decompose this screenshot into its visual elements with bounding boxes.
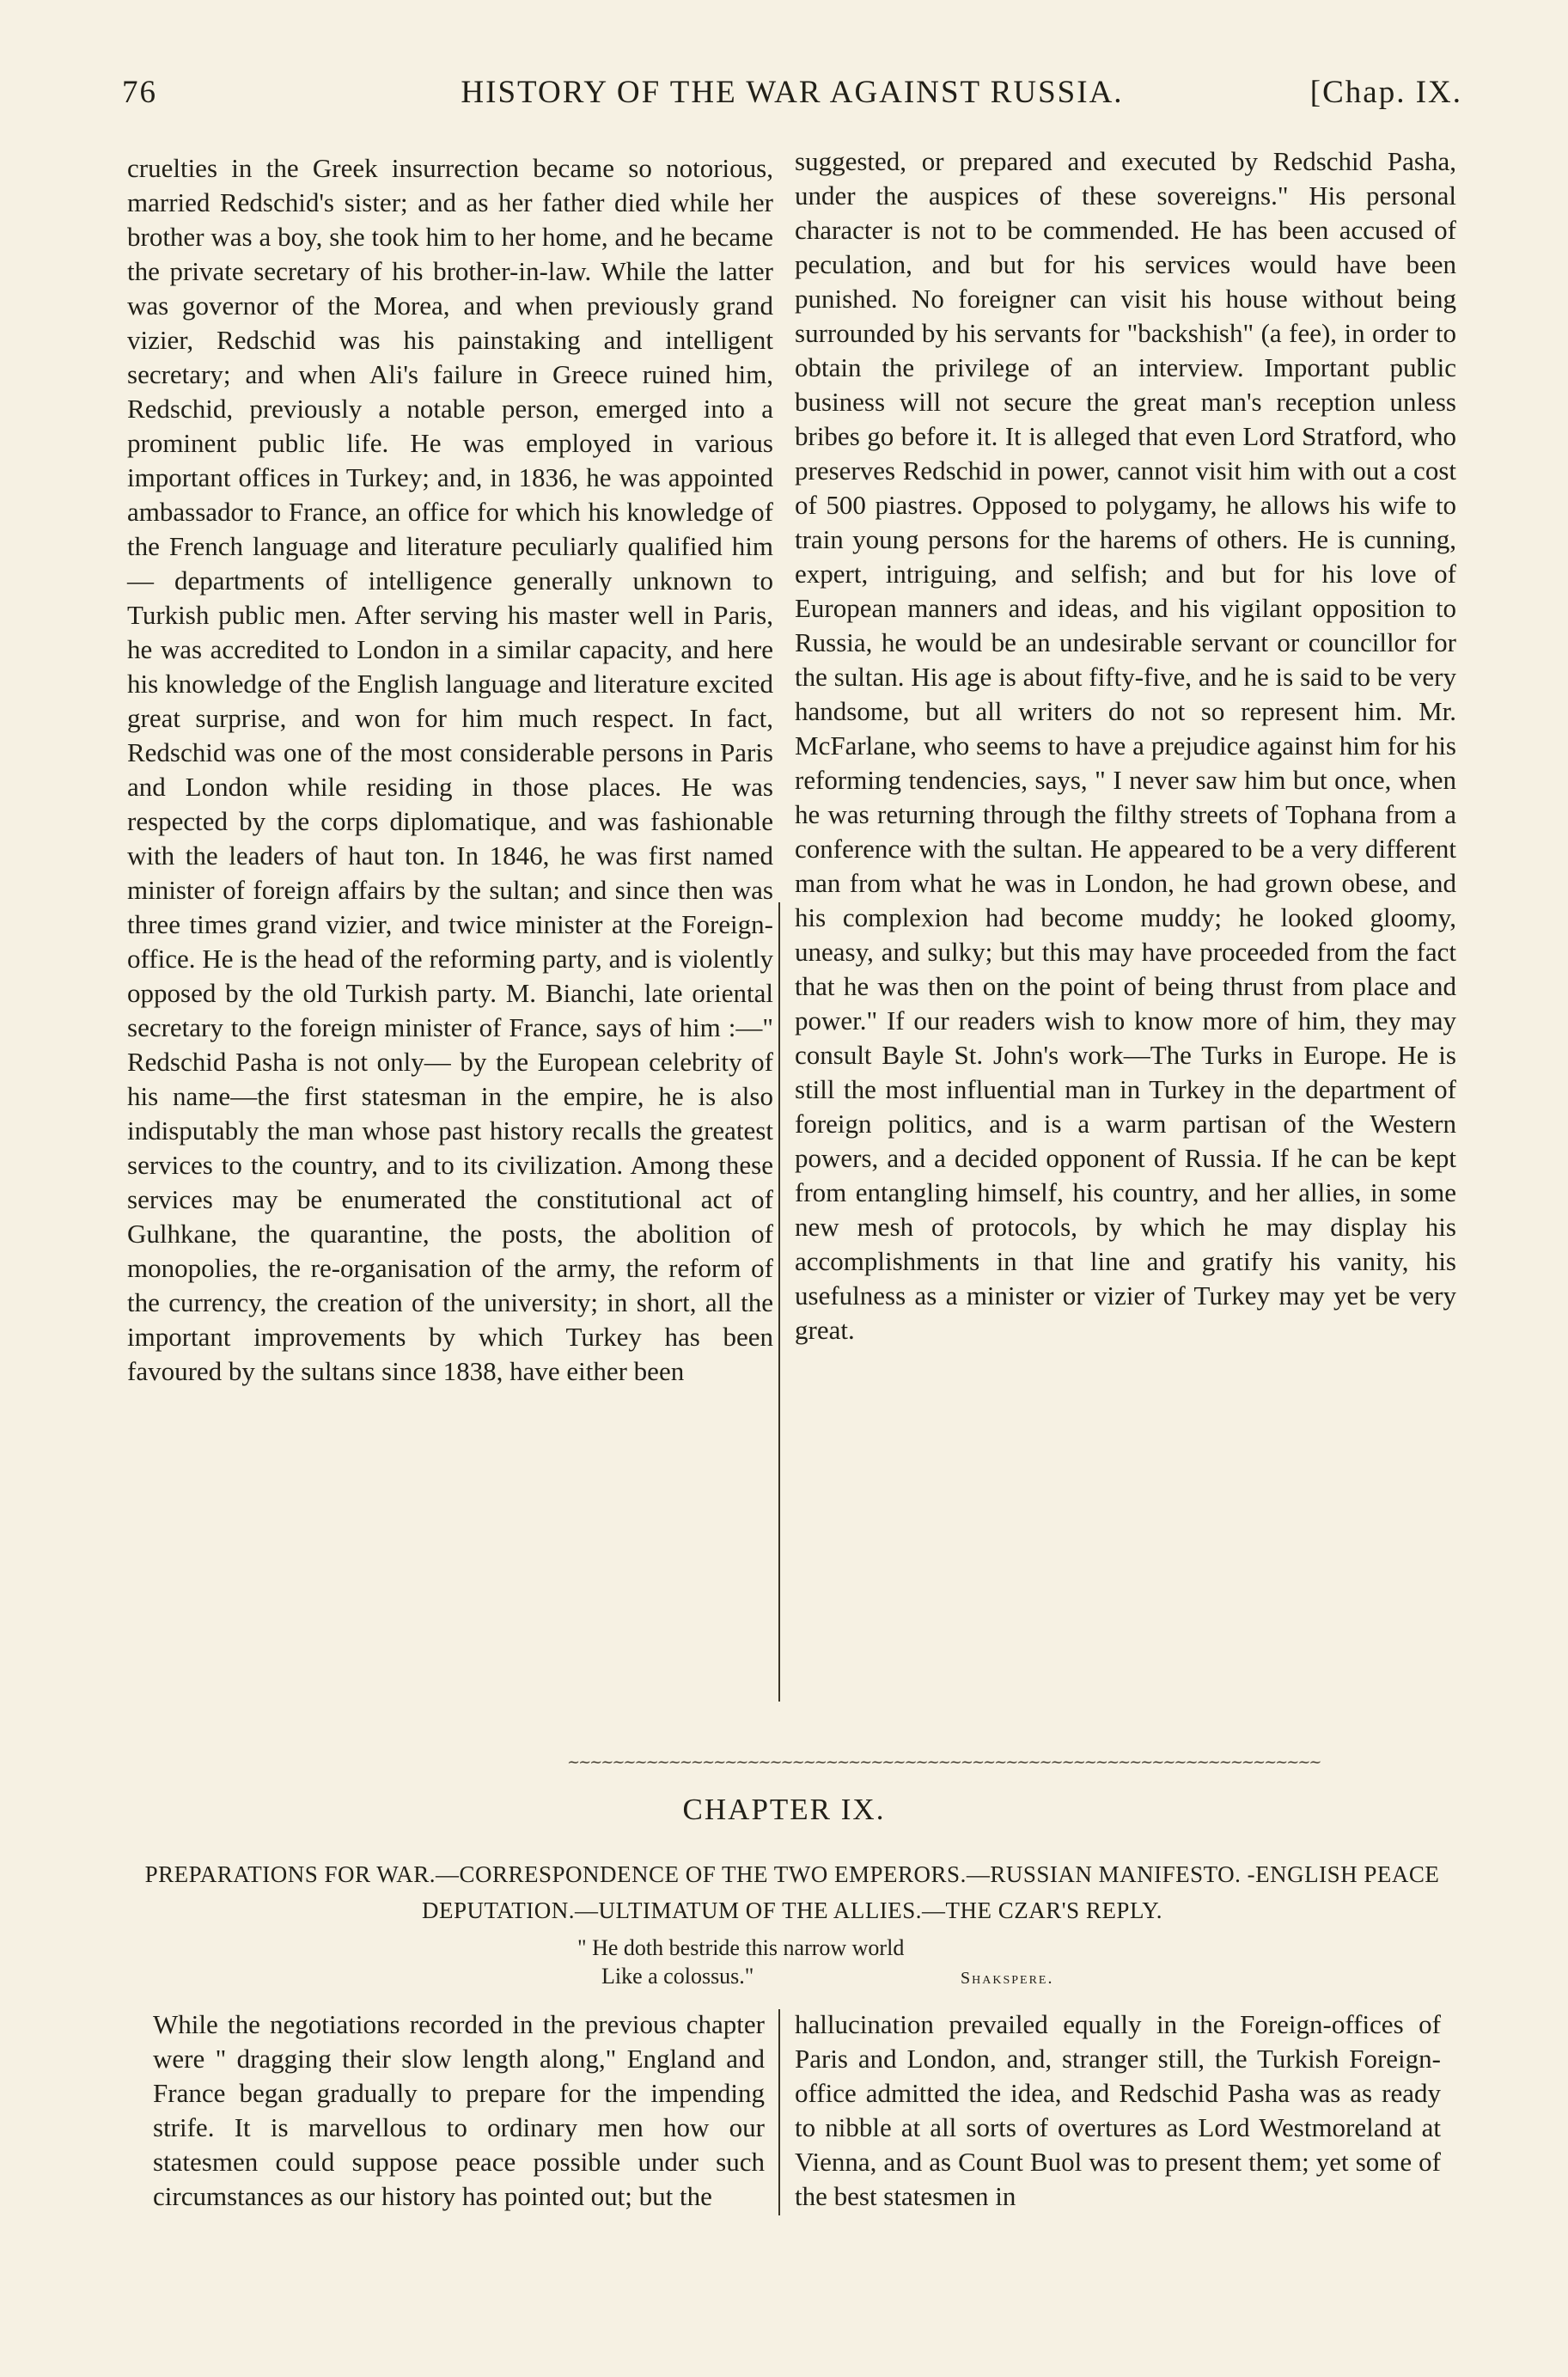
bottom-left-paragraph: While the negotiations recorded in the previous chapter were " dragging their slow length along," England and France began gradually to prepare for the impending strife. It is marvellous to ordinary men how our statesmen could suppose peace possible under such circumstances as our history has pointed out; but the	[153, 2009, 765, 2211]
epigraph-line-2: Like a colossus."	[601, 1964, 754, 1989]
section-ornament: ~~~~~~~~~~~~~~~~~~~~~~~~~~~~~~~~~~~~~~~~~~~~~~~~~~~~~~~~~~~~~~~~~~~	[567, 1753, 1321, 1771]
page-number: 76	[122, 75, 157, 110]
epigraph	[0, 1934, 1568, 2002]
chapter-heading: CHAPTER IX.	[682, 1793, 886, 1826]
chapter-subtitle: PREPARATIONS FOR WAR.—CORRESPONDENCE OF THE TWO EMPERORS.—RUSSIAN MANIFESTO. -ENGLISH PEACE DEPUTATION.—ULTIMATUM OF THE ALLIES.—THE CZAR'S REPLY.	[144, 1861, 1440, 1923]
top-left-paragraph: cruelties in the Greek insurrection became so notorious, married Redschid's sister; and as her father died while her brother was a boy, she took him to her home, and he became the private secretary of his brother-in-law. While the latter was governor of the Morea, and when previously grand vizier, Redschid was his painstaking and intelligent secretary; and when Ali's failure in Greece ruined him, Redschid, previously a notable person, emerged into a prominent public life. He was employed in various important offices in Turkey; and, in 1836, he was appointed ambassador to France, an office for which his knowledge of the French language and literature peculiarly qualified him — departments of intelligence generally unknown to Turkish public men. After serving his master well in Paris, he was accredited to London in a similar capacity, and here his knowledge of the English language and literature excited great surprise, and won for him much respect. In fact, Redschid was one of the most considerable persons in Paris and London while residing in those places. He was respected by the corps diplomatique, and was fashionable with the leaders of haut ton. In 1846, he was first named minister of foreign affairs by the sultan; and since then was three times grand vizier, and twice minister at the Foreign-office. He is the head of the reforming party, and is violently opposed by the old Turkish party. M. Bianchi, late oriental secretary to the foreign minister of France, says of him :—" Redschid Pasha is not only— by the European celebrity of his name—the first statesman in the empire, he is also indisputably the man whose past history recalls the greatest services to the country, and to its civilization. Among these services may be enumerated the constitutional act of Gulhkane, the quarantine, the posts, the abolition of monopolies, the re-organisation of the army, the reform of the currency, the creation of the university; in short, all the important improvements by which Turkey has been favoured by the sultans since 1838, have either been	[127, 153, 773, 1386]
running-head	[122, 74, 1462, 122]
epigraph-author: Shakspere.	[961, 1969, 1054, 1988]
bottom-left-column	[153, 2007, 765, 2248]
column-divider-bottom	[778, 2009, 780, 2215]
top-left-column	[127, 151, 773, 1715]
bottom-right-paragraph: hallucination prevailed equally in the Foreign-offices of Paris and London, and, stranger still, the Turkish Foreign-office admitted the idea, and Redschid Pasha was as ready to nibble at all sorts of overtures as Lord Westmoreland at Vienna, and as Count Buol was to present them; yet some of the best statesmen in	[795, 2009, 1441, 2211]
bottom-right-column	[795, 2007, 1441, 2248]
running-title: HISTORY OF THE WAR AGAINST RUSSIA.	[461, 75, 1124, 110]
top-right-paragraph: suggested, or prepared and executed by Redschid Pasha, under the auspices of these sovereigns." His personal character is not to be commended. He has been accused of peculation, and but for his services would have been punished. No foreigner can visit his house without being surrounded by his servants for "backshish" (a fee), in order to obtain the privilege of an interview. Important public business will not secure the great man's reception unless bribes go before it. It is alleged that even Lord Stratford, who preserves Redschid in power, cannot visit him with out a cost of 500 piastres. Opposed to polygamy, he allows his wife to train young persons for the harems of others. He is cunning, expert, intriguing, and selfish; and but for his love of European manners and ideas, and his vigilant opposition to Russia, he would be an undesirable servant or councillor for the sultan. His age is about fifty-five, and he is said to be very handsome, but all writers do not so represent him. Mr. McFarlane, who seems to have a prejudice against him for his reforming tendencies, says, " I never saw him but once, when he was returning through the filthy streets of Tophana from a conference with the sultan. He appeared to be a very different man from what he was in London, he had grown obese, and his complexion had become muddy; he looked gloomy, uneasy, and sulky; but this may have proceeded from the fact that he was then on the point of being thrust from place and power." If our readers wish to know more of him, they may consult Bayle St. John's work—The Turks in Europe. He is still the most influential man in Turkey in the department of foreign politics, and is a warm partisan of the Western powers, and a decided opponent of Russia. If he can be kept from entangling himself, his country, and her allies, in some new mesh of protocols, by which he may display his accomplishments in that line and gratify his vanity, his usefulness as a minister or vizier of Turkey may yet be very great.	[795, 146, 1456, 1345]
epigraph-line-1: " He doth bestride this narrow world	[577, 1935, 905, 1960]
chapter-reference: [Chap. IX.	[1309, 75, 1462, 110]
top-right-column	[795, 144, 1456, 1719]
column-divider-top	[778, 902, 780, 1702]
